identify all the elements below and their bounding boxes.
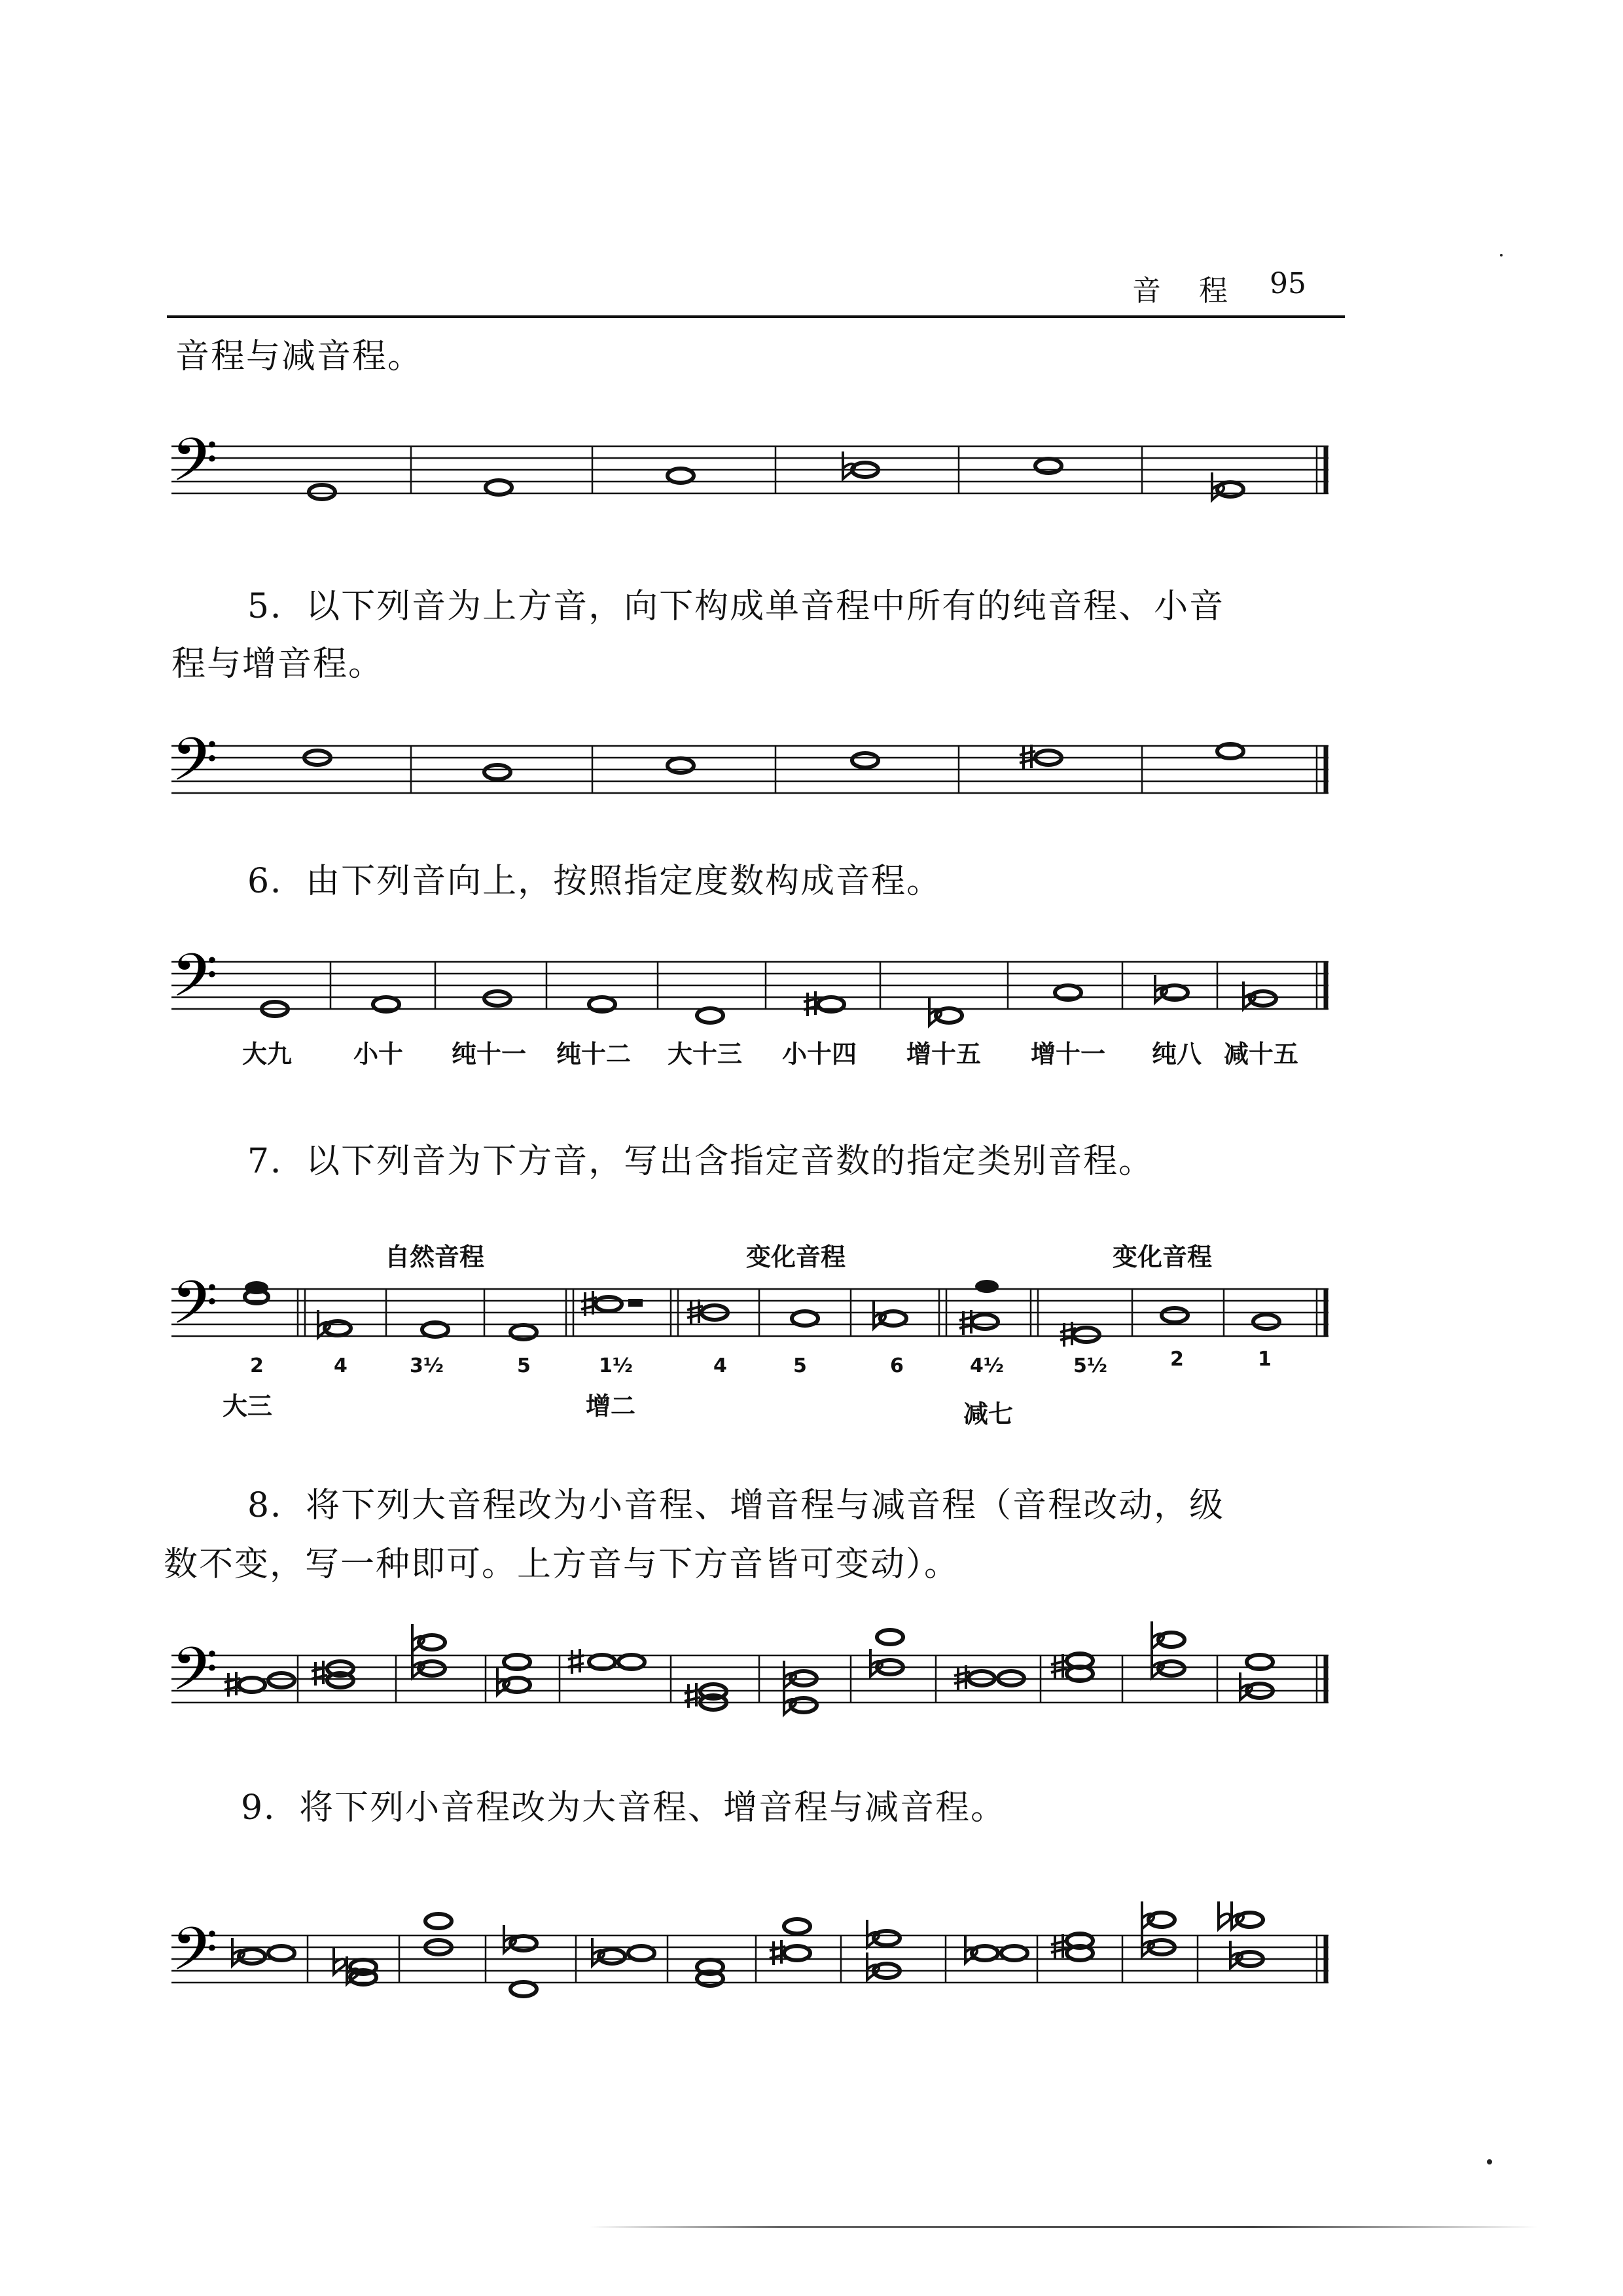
ex6-label-10: 减十五	[1224, 1040, 1299, 1069]
staff-ex9	[171, 1901, 1329, 1998]
bass-clef-icon: 𝄢	[171, 941, 218, 1025]
exercise-5-line-2: 程与增音程。	[171, 645, 384, 684]
bass-clef-icon: 𝄢	[171, 1268, 218, 1352]
ex7-group-altered-1: 变化音程	[746, 1243, 846, 1271]
ex6-label-9: 纯八	[1152, 1040, 1202, 1069]
ex7-num-2: 4	[334, 1354, 348, 1377]
exercise-4-tail: 音程与减音程。	[175, 337, 423, 376]
ex7-num-11: 2	[1170, 1348, 1184, 1371]
staff-ex6	[171, 941, 1329, 1025]
exercise-5-line-1: 5．以下列音为上方音，向下构成单音程中所有的纯音程、小音	[247, 587, 1225, 626]
staff-ex4	[171, 425, 1329, 509]
ex6-label-3: 纯十一	[452, 1040, 527, 1069]
ex7-label-aug-second: 增二	[586, 1392, 636, 1421]
scan-speck	[1487, 2159, 1492, 2164]
staff-ex7	[171, 1268, 1329, 1352]
bass-clef-icon: 𝄢	[171, 725, 218, 809]
ex7-label-dim-seventh: 减七	[963, 1400, 1014, 1428]
staff-ex5	[171, 725, 1329, 809]
exercise-9-text: 9．将下列小音程改为大音程、增音程与减音程。	[241, 1788, 1007, 1828]
ex6-label-7: 增十五	[906, 1040, 982, 1069]
ex7-num-3: 3½	[410, 1354, 444, 1377]
ex7-num-7: 5	[793, 1354, 807, 1377]
ex7-num-12: 1	[1258, 1348, 1272, 1371]
ex7-num-9: 4½	[970, 1354, 1004, 1377]
exercise-7-text: 7．以下列音为下方音，写出含指定音数的指定类别音程。	[247, 1142, 1154, 1181]
staff-ex8	[171, 1621, 1329, 1718]
ex7-num-6: 4	[713, 1354, 727, 1377]
ex6-label-6: 小十四	[782, 1040, 857, 1069]
exercise-8-line-2: 数不变，写一种即可。上方音与下方音皆可变动）。	[164, 1545, 960, 1584]
ex6-label-4: 纯十二	[556, 1040, 632, 1069]
ex7-num-8: 6	[890, 1354, 904, 1377]
ex7-group-altered-2: 变化音程	[1113, 1243, 1213, 1271]
bass-clef-icon: 𝄢	[171, 425, 218, 509]
exercise-8-line-1: 8．将下列大音程改为小音程、增音程与减音程（音程改动，级	[247, 1486, 1225, 1525]
ex7-num-10: 5½	[1073, 1354, 1107, 1377]
ex7-num-5: 1½	[599, 1354, 633, 1377]
ex6-label-2: 小十	[353, 1040, 404, 1069]
page-number: 95	[1270, 267, 1306, 300]
bass-clef-icon: 𝄢	[171, 1915, 218, 1998]
ex7-label-major-third: 大三	[223, 1392, 273, 1421]
ex6-label-1: 大九	[242, 1040, 293, 1069]
ex7-group-natural: 自然音程	[385, 1243, 485, 1271]
ex6-label-5: 大十三	[668, 1040, 743, 1069]
ex7-num-4: 5	[517, 1354, 531, 1377]
ex7-num-1: 2	[250, 1354, 264, 1377]
ex6-label-8: 增十一	[1031, 1040, 1106, 1069]
scan-speck	[1500, 254, 1503, 256]
exercise-6-text: 6．由下列音向上，按照指定度数构成音程。	[247, 862, 942, 901]
running-header-title: 音 程	[1132, 274, 1242, 308]
scan-bottom-line	[589, 2226, 1538, 2228]
bass-clef-icon: 𝄢	[171, 1634, 218, 1718]
